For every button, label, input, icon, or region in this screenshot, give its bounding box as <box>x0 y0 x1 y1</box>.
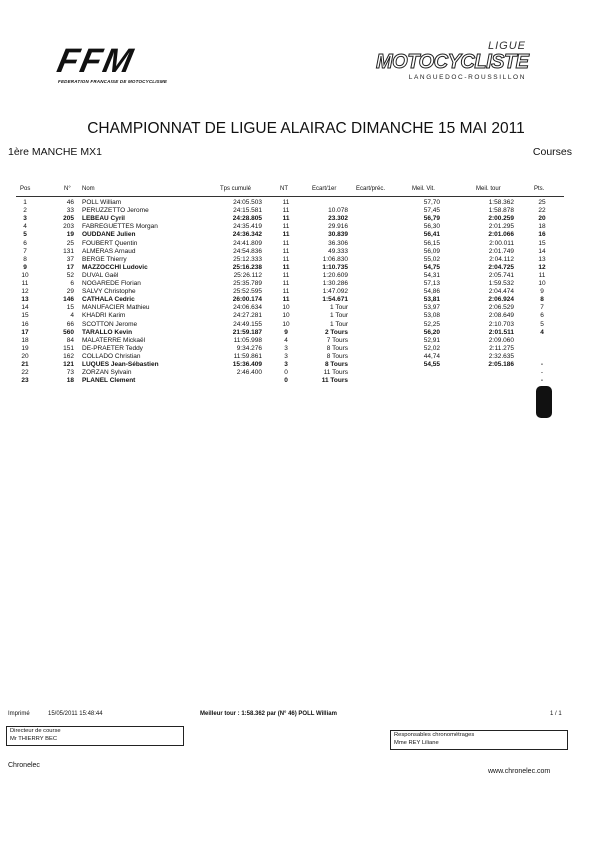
row-total-time: 25:52.595 <box>233 288 262 296</box>
row-best-speed: 54,31 <box>423 271 440 279</box>
row-gap-first: 10.078 <box>328 207 348 215</box>
row-best-lap: 1:58.362 <box>488 199 514 206</box>
header-pts: Pts. <box>534 186 545 192</box>
row-num: 66 <box>66 320 74 328</box>
row-name: MAZZOCCHI Ludovic <box>82 263 148 271</box>
row-best-lap: 2:00.011 <box>489 239 514 247</box>
row-total-time: 24:27.281 <box>233 312 262 320</box>
row-best-speed: 56,15 <box>423 239 440 247</box>
table-row <box>0 207 612 215</box>
table-row <box>0 215 612 223</box>
row-best-lap: 2:10.703 <box>488 320 514 328</box>
row-gap-first: 7 Tours <box>326 336 348 344</box>
row-num: 151 <box>63 344 74 352</box>
header-ecart1: Ecart/1er <box>312 186 337 192</box>
row-gap-first: 49.333 <box>328 247 348 255</box>
row-name: CATHALA Cedric <box>82 296 135 304</box>
row-laps: 0 <box>284 369 288 377</box>
header-ecartprec: Ecart/préc. <box>356 186 386 192</box>
row-points: 8 <box>540 296 544 304</box>
row-num: 15 <box>66 304 74 312</box>
row-pos: 5 <box>23 231 27 239</box>
row-best-speed: 54,75 <box>423 263 440 271</box>
row-name: POLL William <box>82 199 122 206</box>
row-pos: 11 <box>21 280 29 287</box>
row-best-speed: 52,02 <box>423 344 440 352</box>
row-best-lap: 2:04.112 <box>489 255 514 263</box>
row-gap-first: 1 Tour <box>330 320 348 328</box>
row-num: 146 <box>63 296 74 304</box>
row-name: MANUFACIER Mathieu <box>82 304 150 312</box>
row-total-time: 11:05.998 <box>233 336 262 344</box>
row-laps: 11 <box>282 223 290 231</box>
row-best-speed: 53,97 <box>423 304 440 312</box>
row-best-speed: 54,55 <box>423 361 440 368</box>
row-pos: 4 <box>23 223 27 231</box>
row-name: PERUZZETTO Jerome <box>82 207 149 215</box>
row-total-time: 24:49.155 <box>233 320 262 328</box>
row-points: 15 <box>538 239 546 247</box>
row-best-lap: 2:05.186 <box>488 361 514 368</box>
ligue-logo-moto: MOTOCYCLISTE <box>376 51 529 73</box>
row-laps: 11 <box>282 296 290 304</box>
row-num: 6 <box>70 280 74 287</box>
ffm-logo-subtitle: FEDERATION FRANCAISE DE MOTOCYCLISME <box>58 79 168 84</box>
row-best-speed: 55,02 <box>423 255 440 263</box>
row-num: 52 <box>66 271 74 279</box>
row-best-lap: 2:06.529 <box>488 304 514 312</box>
race-director-box <box>6 726 184 746</box>
row-pos: 6 <box>23 239 27 247</box>
row-laps: 0 <box>284 377 288 385</box>
header-tps: Tps cumulé <box>220 186 252 192</box>
page-title: CHAMPIONNAT DE LIGUE ALAIRAC DIMANCHE 15 MAI 2011 <box>87 120 525 137</box>
row-best-lap: 2:00.259 <box>488 215 514 223</box>
timekeeper-label: Responsables chronométrages <box>394 732 475 738</box>
row-name: LUQUES Jean-Sébastien <box>82 361 159 368</box>
row-num: 162 <box>63 352 74 360</box>
best-lap: Meilleur tour : 1:58.362 par (N° 46) POLL William <box>200 711 337 717</box>
row-laps: 3 <box>284 352 288 360</box>
row-name: OUDDANE Julien <box>82 231 136 239</box>
row-best-lap: 2:01.749 <box>488 247 514 255</box>
row-best-speed: 56,79 <box>423 215 440 223</box>
row-laps: 4 <box>284 336 288 344</box>
row-points: 13 <box>538 255 546 263</box>
row-gap-first: 30.839 <box>328 231 348 239</box>
row-best-lap: 2:08.649 <box>488 312 514 320</box>
row-gap-first: 23.302 <box>328 215 348 223</box>
row-num: 18 <box>66 377 74 385</box>
row-num: 4 <box>70 312 74 320</box>
row-pos: 2 <box>23 207 27 215</box>
row-laps: 9 <box>284 328 288 336</box>
table-row <box>0 377 612 385</box>
row-laps: 11 <box>282 247 290 255</box>
page-number: 1 / 1 <box>550 711 562 717</box>
row-pos: 12 <box>21 288 29 296</box>
table-row <box>0 304 612 312</box>
row-total-time: 25:35.789 <box>233 280 262 287</box>
row-laps: 3 <box>284 361 288 368</box>
row-gap-first: 1 Tour <box>330 304 348 312</box>
row-total-time: 24:41.809 <box>233 239 262 247</box>
row-best-speed: 57,13 <box>423 280 440 287</box>
header-num: N° <box>64 186 71 192</box>
row-best-speed: 54,86 <box>423 288 440 296</box>
row-points: - <box>540 369 544 377</box>
row-points: 10 <box>538 280 546 287</box>
row-total-time: 25:16.238 <box>232 263 262 271</box>
row-name: NOGAREDE Florian <box>82 280 141 287</box>
row-num: 19 <box>66 231 74 239</box>
row-total-time: 24:28.805 <box>232 215 262 223</box>
row-name: LEBEAU Cyril <box>82 215 125 223</box>
header-pos: Pos <box>20 186 31 192</box>
table-row <box>0 199 612 207</box>
print-date: 15/05/2011 15:48:44 <box>48 711 103 717</box>
row-num: 84 <box>66 336 74 344</box>
row-laps: 11 <box>282 280 290 287</box>
row-pos: 20 <box>21 352 29 360</box>
row-num: 25 <box>66 239 74 247</box>
table-row <box>0 231 612 239</box>
row-gap-first: 8 Tours <box>326 344 348 352</box>
row-num: 203 <box>63 223 74 231</box>
row-laps: 11 <box>282 255 290 263</box>
row-total-time: 24:36.342 <box>232 231 262 239</box>
row-laps: 11 <box>282 215 290 223</box>
row-num: 131 <box>63 247 74 255</box>
table-row <box>0 353 612 361</box>
table-row <box>0 240 612 248</box>
row-total-time: 21:59.187 <box>232 328 262 336</box>
row-name: SALVY Christophe <box>82 288 136 296</box>
row-total-time: 25:12.333 <box>233 255 262 263</box>
row-laps: 11 <box>282 263 290 271</box>
row-name: PLANEL Clement <box>82 377 136 385</box>
row-pos: 9 <box>23 263 27 271</box>
row-gap-first: 1:54.671 <box>322 296 348 304</box>
table-row <box>0 264 612 272</box>
row-num: 73 <box>66 369 74 377</box>
row-total-time: 24:54.836 <box>233 247 262 255</box>
marker-blot <box>536 386 552 418</box>
row-name: ALMERAS Arnaud <box>82 247 136 255</box>
print-label: Imprimé <box>8 711 30 717</box>
row-num: 17 <box>66 263 74 271</box>
row-pos: 17 <box>21 328 29 336</box>
row-laps: 11 <box>282 231 290 239</box>
row-pos: 14 <box>21 304 29 312</box>
table-row <box>0 280 612 288</box>
row-pos: 7 <box>23 247 27 255</box>
row-best-lap: 2:01.295 <box>488 223 514 231</box>
row-points: 14 <box>538 247 546 255</box>
row-laps: 10 <box>282 304 290 312</box>
row-gap-first: 2 Tours <box>325 328 348 336</box>
row-num: 33 <box>66 207 74 215</box>
row-num: 121 <box>63 361 74 368</box>
row-pos: 1 <box>23 199 27 206</box>
ffm-logo-text: FFM <box>53 42 138 80</box>
table-row <box>0 337 612 345</box>
table-row <box>0 321 612 329</box>
row-best-lap: 1:58.878 <box>488 207 514 215</box>
row-num: 29 <box>66 288 74 296</box>
row-gap-first: 1:30.286 <box>322 280 348 287</box>
row-total-time: 24:05.503 <box>233 199 262 206</box>
row-gap-first: 1 Tour <box>330 312 348 320</box>
race-director-name: Mr THIERRY BEC <box>10 736 58 742</box>
row-name: FOUBERT Quentin <box>82 239 138 247</box>
row-num: 37 <box>66 255 74 263</box>
race-heat: 1ère MANCHE MX1 <box>8 146 102 158</box>
row-best-speed: 52,91 <box>423 336 440 344</box>
ligue-logo-region: LANGUEDOC-ROUSSILLON <box>408 74 526 81</box>
row-best-speed: 56,09 <box>423 247 440 255</box>
website-link[interactable]: www.chronelec.com <box>488 768 551 775</box>
row-points: 5 <box>540 320 544 328</box>
row-gap-first: 8 Tours <box>326 352 348 360</box>
row-laps: 11 <box>282 239 290 247</box>
row-best-speed: 57,45 <box>423 207 440 215</box>
row-best-lap: 2:04.474 <box>488 288 514 296</box>
row-points: 20 <box>538 215 546 223</box>
row-pos: 18 <box>21 336 29 344</box>
table-row <box>0 248 612 256</box>
row-gap-first: 11 Tours <box>321 377 348 385</box>
row-best-speed: 53,08 <box>423 312 440 320</box>
table-row <box>0 288 612 296</box>
row-points: 16 <box>538 231 546 239</box>
header-nt: NT <box>280 186 288 192</box>
row-best-speed: 56,20 <box>423 328 440 336</box>
row-name: FABREGUETTES Morgan <box>82 223 158 231</box>
row-laps: 11 <box>282 271 290 279</box>
row-gap-first: 11 Tours <box>323 369 348 377</box>
row-best-lap: 2:01.511 <box>488 328 514 336</box>
row-pos: 13 <box>21 296 29 304</box>
table-row <box>0 345 612 353</box>
row-pos: 22 <box>21 369 29 377</box>
row-laps: 11 <box>282 199 290 206</box>
row-points: 4 <box>540 328 544 336</box>
row-points: 6 <box>540 312 544 320</box>
row-laps: 3 <box>284 344 288 352</box>
ligue-logo-word: LIGUE <box>487 40 526 52</box>
row-name: MALATERRE Mickaël <box>82 336 146 344</box>
header-vit: Meil. Vit. <box>412 186 435 192</box>
row-gap-first: 36.306 <box>328 239 348 247</box>
row-laps: 10 <box>282 312 290 320</box>
row-gap-first: 8 Tours <box>325 361 348 368</box>
row-best-lap: 2:04.725 <box>488 263 514 271</box>
row-laps: 11 <box>282 207 290 215</box>
table-row <box>0 256 612 264</box>
row-gap-first: 1:10.735 <box>322 263 348 271</box>
row-num: 560 <box>63 328 74 336</box>
row-best-speed: 57,70 <box>423 199 440 206</box>
row-total-time: 26:00.174 <box>232 296 262 304</box>
row-best-lap: 1:59.532 <box>488 280 514 287</box>
row-best-speed: 44,74 <box>423 352 440 360</box>
row-pos: 8 <box>23 255 27 263</box>
row-laps: 11 <box>282 288 290 296</box>
header-rule <box>16 196 564 197</box>
row-points: 9 <box>540 288 544 296</box>
timekeeper-box <box>390 730 568 750</box>
row-best-lap: 2:09.060 <box>488 336 514 344</box>
row-points: 22 <box>538 207 546 215</box>
row-points: 12 <box>538 263 546 271</box>
table-row <box>0 272 612 280</box>
row-total-time: 9:34.276 <box>236 344 262 352</box>
row-total-time: 25:26.112 <box>233 271 262 279</box>
row-name: BERGE Thierry <box>82 255 127 263</box>
row-num: 46 <box>66 199 74 206</box>
ligue-logo <box>376 40 529 90</box>
row-points: 18 <box>538 223 546 231</box>
ffm-logo <box>53 42 198 84</box>
row-pos: 23 <box>21 377 29 385</box>
row-best-speed: 52,25 <box>423 320 440 328</box>
row-total-time: 15:36.409 <box>232 361 262 368</box>
row-pos: 15 <box>21 312 29 320</box>
row-total-time: 24:15.581 <box>233 207 262 215</box>
row-total-time: 2:46.400 <box>236 369 262 377</box>
table-row <box>0 369 612 377</box>
row-best-lap: 2:05.741 <box>488 271 514 279</box>
timekeeper-name: Mme REY Liliane <box>394 740 439 746</box>
race-type: Courses <box>532 146 572 158</box>
row-points: - <box>540 377 544 385</box>
row-name: TARALLO Kevin <box>82 328 133 336</box>
row-points: 7 <box>540 304 544 312</box>
row-points: 11 <box>538 271 546 279</box>
table-row <box>0 223 612 231</box>
row-best-speed: 56,30 <box>423 223 440 231</box>
row-total-time: 24:06.634 <box>233 304 262 312</box>
row-gap-first: 1:47.092 <box>322 288 348 296</box>
row-num: 205 <box>63 215 74 223</box>
table-row <box>0 312 612 320</box>
row-best-speed: 53,81 <box>423 296 440 304</box>
row-pos: 19 <box>21 344 29 352</box>
row-name: DUVAL Gaël <box>82 271 119 279</box>
row-total-time: 11:59.861 <box>233 352 262 360</box>
table-row <box>0 361 612 369</box>
row-pos: 16 <box>21 320 29 328</box>
row-name: SCOTTON Jerome <box>82 320 138 328</box>
row-gap-first: 29.916 <box>328 223 348 231</box>
row-pos: 21 <box>21 361 29 368</box>
row-gap-first: 1:06.830 <box>322 255 348 263</box>
row-best-lap: 2:11.275 <box>489 344 514 352</box>
row-best-lap: 2:06.924 <box>488 296 514 304</box>
row-best-lap: 2:32.635 <box>488 352 514 360</box>
header-nom: Nom <box>82 186 95 192</box>
table-row <box>0 329 612 337</box>
brand: Chronelec <box>8 762 40 769</box>
table-row <box>0 296 612 304</box>
row-best-speed: 56,41 <box>423 231 440 239</box>
row-pos: 10 <box>21 271 29 279</box>
row-points: 25 <box>538 199 546 206</box>
row-name: DE-PRAETER Teddy <box>82 344 143 352</box>
race-director-label: Directeur de course <box>10 728 61 734</box>
row-total-time: 24:35.419 <box>233 223 262 231</box>
row-laps: 10 <box>282 320 290 328</box>
row-name: ZORZAN Sylvain <box>82 369 132 377</box>
header-tour: Meil. tour <box>476 186 501 192</box>
row-points: - <box>540 361 544 368</box>
row-name: KHADRI Karim <box>82 312 126 320</box>
row-best-lap: 2:01.066 <box>488 231 514 239</box>
row-pos: 3 <box>23 215 27 223</box>
row-name: COLLADO Christian <box>82 352 141 360</box>
row-gap-first: 1:20.609 <box>322 271 348 279</box>
